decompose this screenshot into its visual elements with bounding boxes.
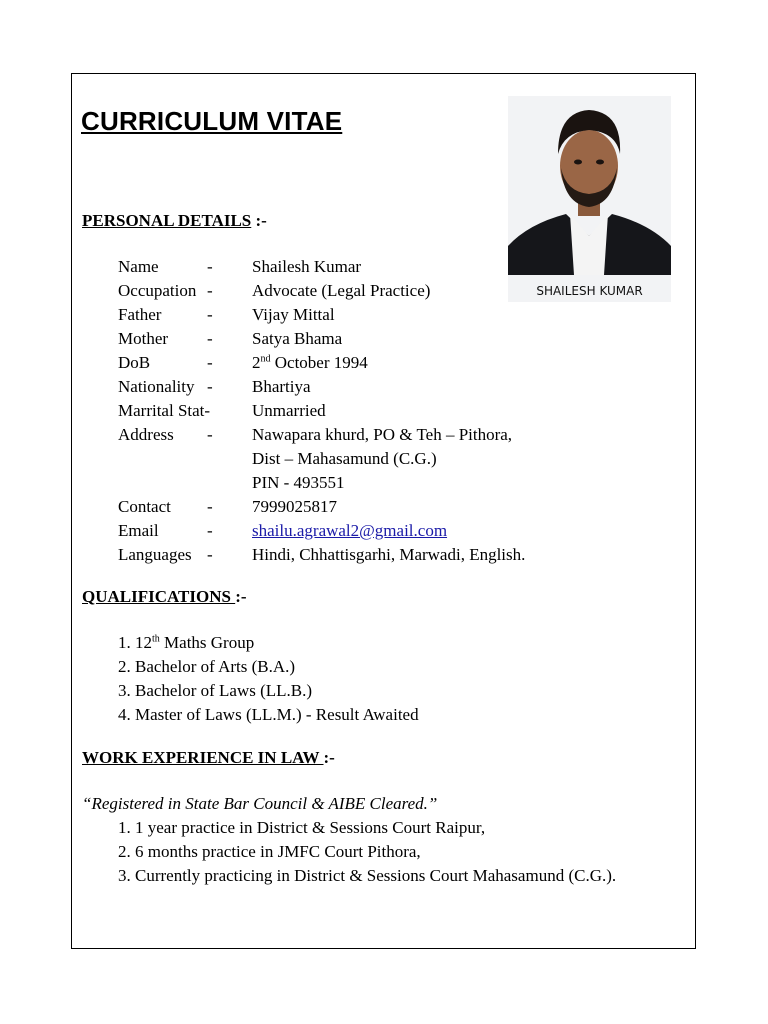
field-label: Contact [118,497,171,516]
email-link[interactable]: shailu.agrawal2@gmail.com [252,521,448,540]
field-separator: - [207,305,213,324]
qualification-text: Maths Group [159,633,255,652]
field-separator: - [207,425,213,444]
field-email [0,519,768,543]
field-separator: - [207,545,213,564]
field-address-pin [0,471,768,495]
field-value: Hindi, Chhattisgarhi, Marwadi, English. [252,545,526,564]
experience-item: 3. Currently practicing in District & Sessions Court Mahasamund (C.G.). [118,866,617,885]
field-father [0,303,768,327]
field-value: Dist – Mahasamund (C.G.) [252,449,437,468]
page-title: CURRICULUM VITAE [81,106,343,136]
field-contact [0,495,768,519]
qualifications-heading [82,587,247,607]
field-label: Address [118,425,174,444]
experience-item: 2. 6 months practice in JMFC Court Pithora, [118,842,421,861]
field-label: Name [118,257,159,276]
dob-month-year: October 1994 [270,353,368,372]
field-separator: - [207,257,213,276]
field-separator: - [207,521,213,540]
field-separator: - [207,329,213,348]
qualification-number: 1. 12 [118,633,152,652]
field-value: Advocate (Legal Practice) [252,281,431,300]
qualification-item: 3. Bachelor of Laws (LL.B.) [118,681,313,700]
field-value: Vijay Mittal [252,305,335,324]
field-label: Father [118,305,162,324]
field-separator: - [207,281,213,300]
dob-day: 2 [252,353,261,372]
photo-caption: SHAILESH KUMAR [536,284,643,298]
field-name [0,255,768,279]
qualification-item: 4. Master of Laws (LL.M.) - Result Awaited [118,705,419,724]
personal-details-heading-text: PERSONAL DETAILS [82,211,252,230]
personal-details-heading [82,211,267,231]
field-label: Mother [118,329,169,348]
field-marital-status [0,399,768,423]
qualification-item [118,631,254,655]
field-value: Nawapara khurd, PO & Teh – Pithora, [252,425,513,444]
work-experience-heading [82,748,335,768]
field-mother [0,327,768,351]
field-value: Bhartiya [252,377,311,396]
experience-quote: “Registered in State Bar Council & AIBE Cleared.” [82,794,438,813]
field-label: Languages [118,545,192,564]
qualifications-heading-text: QUALIFICATIONS [82,587,236,606]
field-nationality [0,375,768,399]
work-experience-heading-text: WORK EXPERIENCE IN LAW [82,748,324,767]
field-label: DoB [118,353,151,372]
field-separator: - [207,377,213,396]
field-value: 7999025817 [252,497,337,516]
qualification-item: 2. Bachelor of Arts (B.A.) [118,657,296,676]
field-address [0,423,768,447]
qualification-suffix: th [152,633,160,645]
field-occupation [0,279,768,303]
field-label: Occupation [118,281,197,300]
personal-details-heading-suffix: :- [251,211,267,230]
field-value: Satya Bhama [252,329,343,348]
field-label: Email [118,521,159,540]
experience-item: 1. 1 year practice in District & Sessions Court Raipur, [118,818,486,837]
field-separator: - [207,353,213,372]
field-value [252,351,368,375]
work-experience-heading-suffix: :- [323,748,335,767]
dob-day-suffix: nd [260,353,271,365]
field-separator: - [207,497,213,516]
field-label: Nationality [118,377,195,396]
field-value: Shailesh Kumar [252,257,362,276]
field-dob [0,351,768,375]
field-value: PIN - 493551 [252,473,345,492]
field-label: Marrital Stat- [118,401,211,420]
field-languages [0,543,768,567]
field-address-line2 [0,447,768,471]
qualifications-heading-suffix: :- [235,587,247,606]
field-value: Unmarried [252,401,326,420]
